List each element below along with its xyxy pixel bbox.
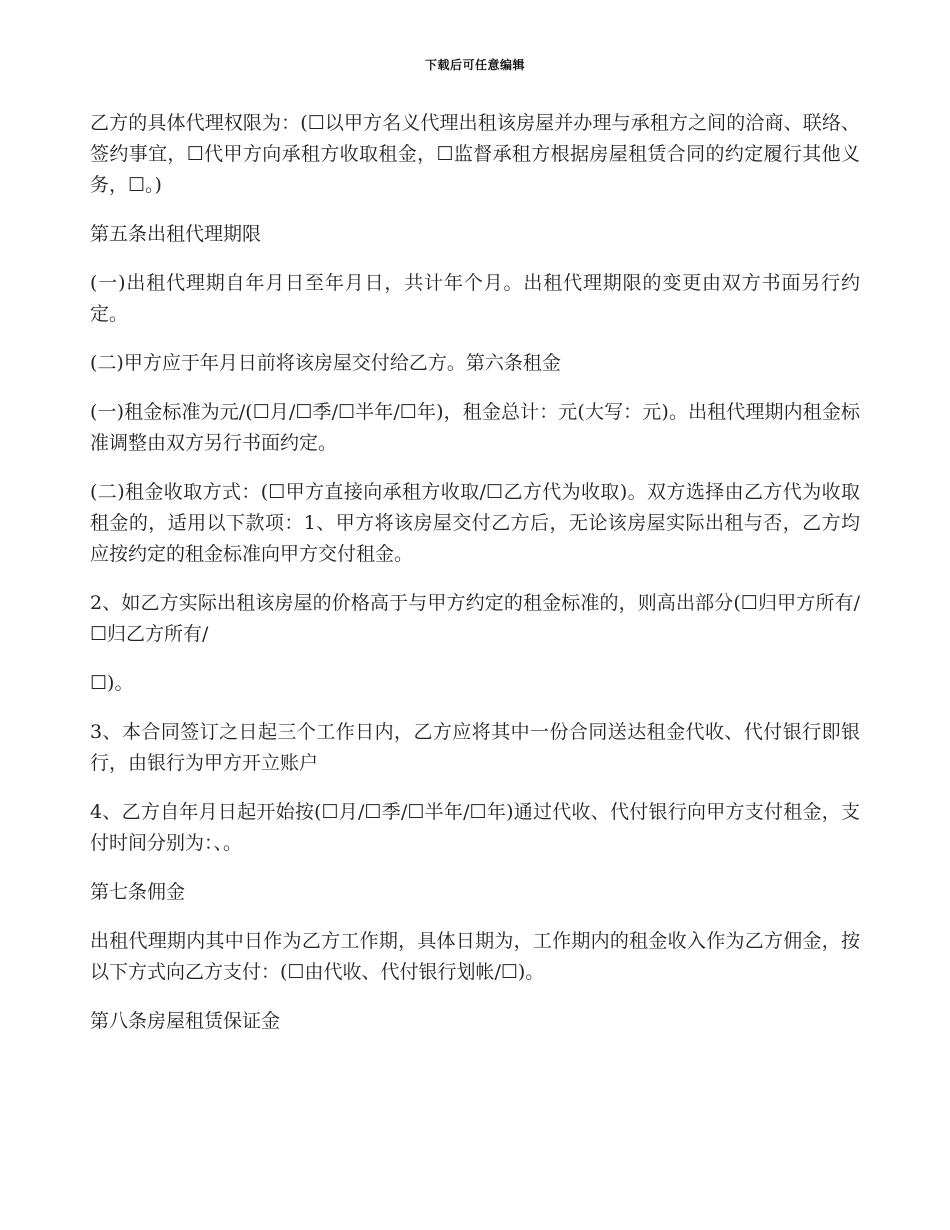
paragraph-rent-collection: (二)租金收取方式：(☐甲方直接向承租方收取/☐乙方代为收取)。双方选择由乙方代为收取租金的，适用以下款项：1、甲方将该房屋交付乙方后，无论该房屋实际出租与否，乙方均应按约定的租金标准向甲方交付租金。 <box>90 481 860 565</box>
paragraph-payment-schedule: 4、乙方自年月日起开始按(☐月/☐季/☐半年/☐年)通过代收、代付银行向甲方支付租金，支付时间分别为：、。 <box>90 801 860 854</box>
paragraph-excess-rent-cont: ☐)。 <box>90 672 134 694</box>
document-body <box>90 108 860 1055</box>
paragraph-commission: 出租代理期内其中日作为乙方工作期，具体日期为，工作期内的租金收入作为乙方佣金，按以下方式向乙方支付：(☐由代收、代付银行划帐/☐)。 <box>90 930 860 983</box>
paragraph-agency-period: (一)出租代理期自年月日至年月日，共计年个月。出租代理期限的变更由双方书面另行约定。 <box>90 272 860 325</box>
section-heading-article-7: 第七条佣金 <box>90 881 186 903</box>
paragraph-bank-account: 3、本合同签订之日起三个工作日内，乙方应将其中一份合同送达租金代收、代付银行即银行，由银行为甲方开立账户 <box>90 721 860 774</box>
paragraph-delivery-date: (二)甲方应于年月日前将该房屋交付给乙方。第六条租金 <box>90 352 561 374</box>
paragraph-rent-standard: (一)租金标准为元/(☐月/☐季/☐半年/☐年)，租金总计：元(大写：元)。出租代理期内租金标准调整由双方另行书面约定。 <box>90 401 860 454</box>
page-header: 下载后可任意编辑 <box>424 58 525 72</box>
paragraph-excess-rent: 2、如乙方实际出租该房屋的价格高于与甲方约定的租金标准的，则高出部分(☐归甲方所有/☐归乙方所有/ <box>90 592 860 645</box>
paragraph-agency-authority: 乙方的具体代理权限为：(☐以甲方名义代理出租该房屋并办理与承租方之间的洽商、联络、签约事宜，☐代甲方向承租方收取租金，☐监督承租方根据房屋租赁合同的约定履行其他义务，☐。) <box>90 112 860 196</box>
section-heading-article-5: 第五条出租代理期限 <box>90 223 262 245</box>
section-heading-article-8: 第八条房屋租赁保证金 <box>90 1010 281 1032</box>
